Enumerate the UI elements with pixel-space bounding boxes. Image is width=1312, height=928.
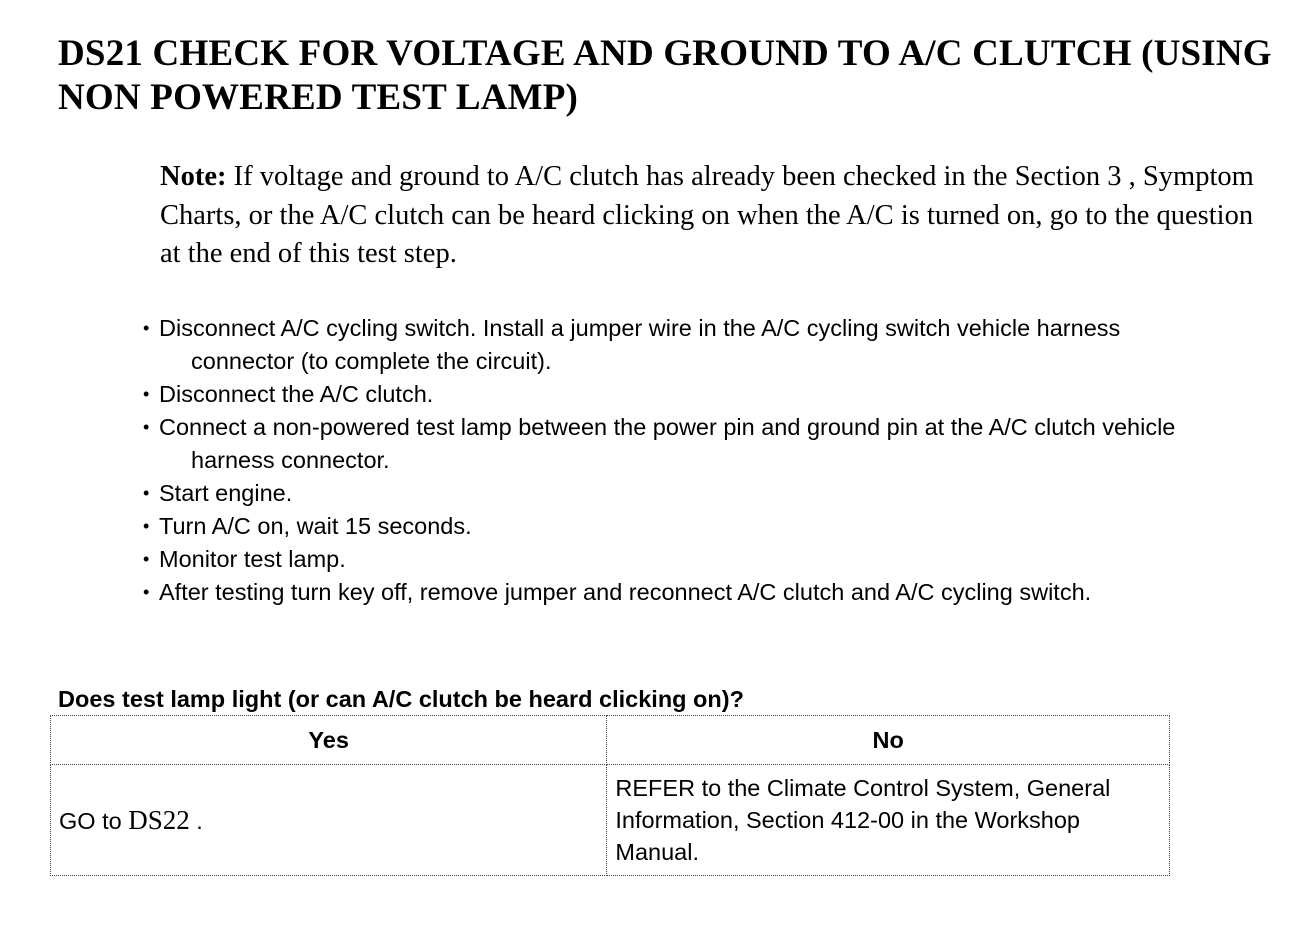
note-label: Note: xyxy=(160,161,227,192)
list-item xyxy=(143,411,1223,477)
no-column-header: No xyxy=(607,716,1170,765)
yes-action-prefix: GO to xyxy=(59,807,129,834)
bullet-icon: • xyxy=(143,582,150,602)
bullet-icon: • xyxy=(143,384,150,404)
page-title: DS21 CHECK FOR VOLTAGE AND GROUND TO A/C CLUTCH (USING NON POWERED TEST LAMP) xyxy=(58,33,1272,118)
step-text: Monitor test lamp. xyxy=(159,546,346,572)
step-text: Start engine. xyxy=(159,480,293,506)
answer-table xyxy=(50,715,1170,876)
question-heading: Does test lamp light (or can A/C clutch be heard clicking on)? xyxy=(58,686,744,712)
table-row xyxy=(51,765,1170,876)
bullet-icon: • xyxy=(143,516,150,536)
bullet-icon: • xyxy=(143,417,150,437)
yes-action-suffix: . xyxy=(189,807,203,834)
step-text: Connect a non-powered test lamp between the power pin and ground pin at the A/C clutch vehicle harness connector. xyxy=(159,414,1176,473)
yes-column-header: Yes xyxy=(51,716,607,765)
step-text: Disconnect A/C cycling switch. Install a jumper wire in the A/C cycling switch vehicle harness connector (to complete the circuit). xyxy=(159,315,1121,374)
bullet-icon: • xyxy=(143,318,150,338)
bullet-icon: • xyxy=(143,549,150,569)
no-cell: REFER to the Climate Control System, General Information, Section 412-00 in the Workshop Manual. xyxy=(607,765,1170,876)
list-item xyxy=(143,477,1223,510)
yes-cell xyxy=(51,765,607,876)
note-text: If voltage and ground to A/C clutch has already been checked in the Section 3 , Symptom Charts, or the A/C clutch can be heard clicking on when the A/C is turned on, go to the question at the end of this test step. xyxy=(160,161,1254,269)
list-item xyxy=(143,576,1223,609)
note-paragraph xyxy=(160,158,1270,274)
list-item xyxy=(143,312,1223,378)
ds22-link[interactable]: DS22 xyxy=(128,804,190,835)
test-steps-list xyxy=(143,312,1223,609)
list-item xyxy=(143,510,1223,543)
step-text: Turn A/C on, wait 15 seconds. xyxy=(159,513,472,539)
step-text: Disconnect the A/C clutch. xyxy=(159,381,434,407)
step-text: After testing turn key off, remove jumper and reconnect A/C clutch and A/C cycling switch. xyxy=(159,579,1092,605)
table-header-row xyxy=(51,716,1170,765)
list-item xyxy=(143,378,1223,411)
bullet-icon: • xyxy=(143,483,150,503)
list-item xyxy=(143,543,1223,576)
